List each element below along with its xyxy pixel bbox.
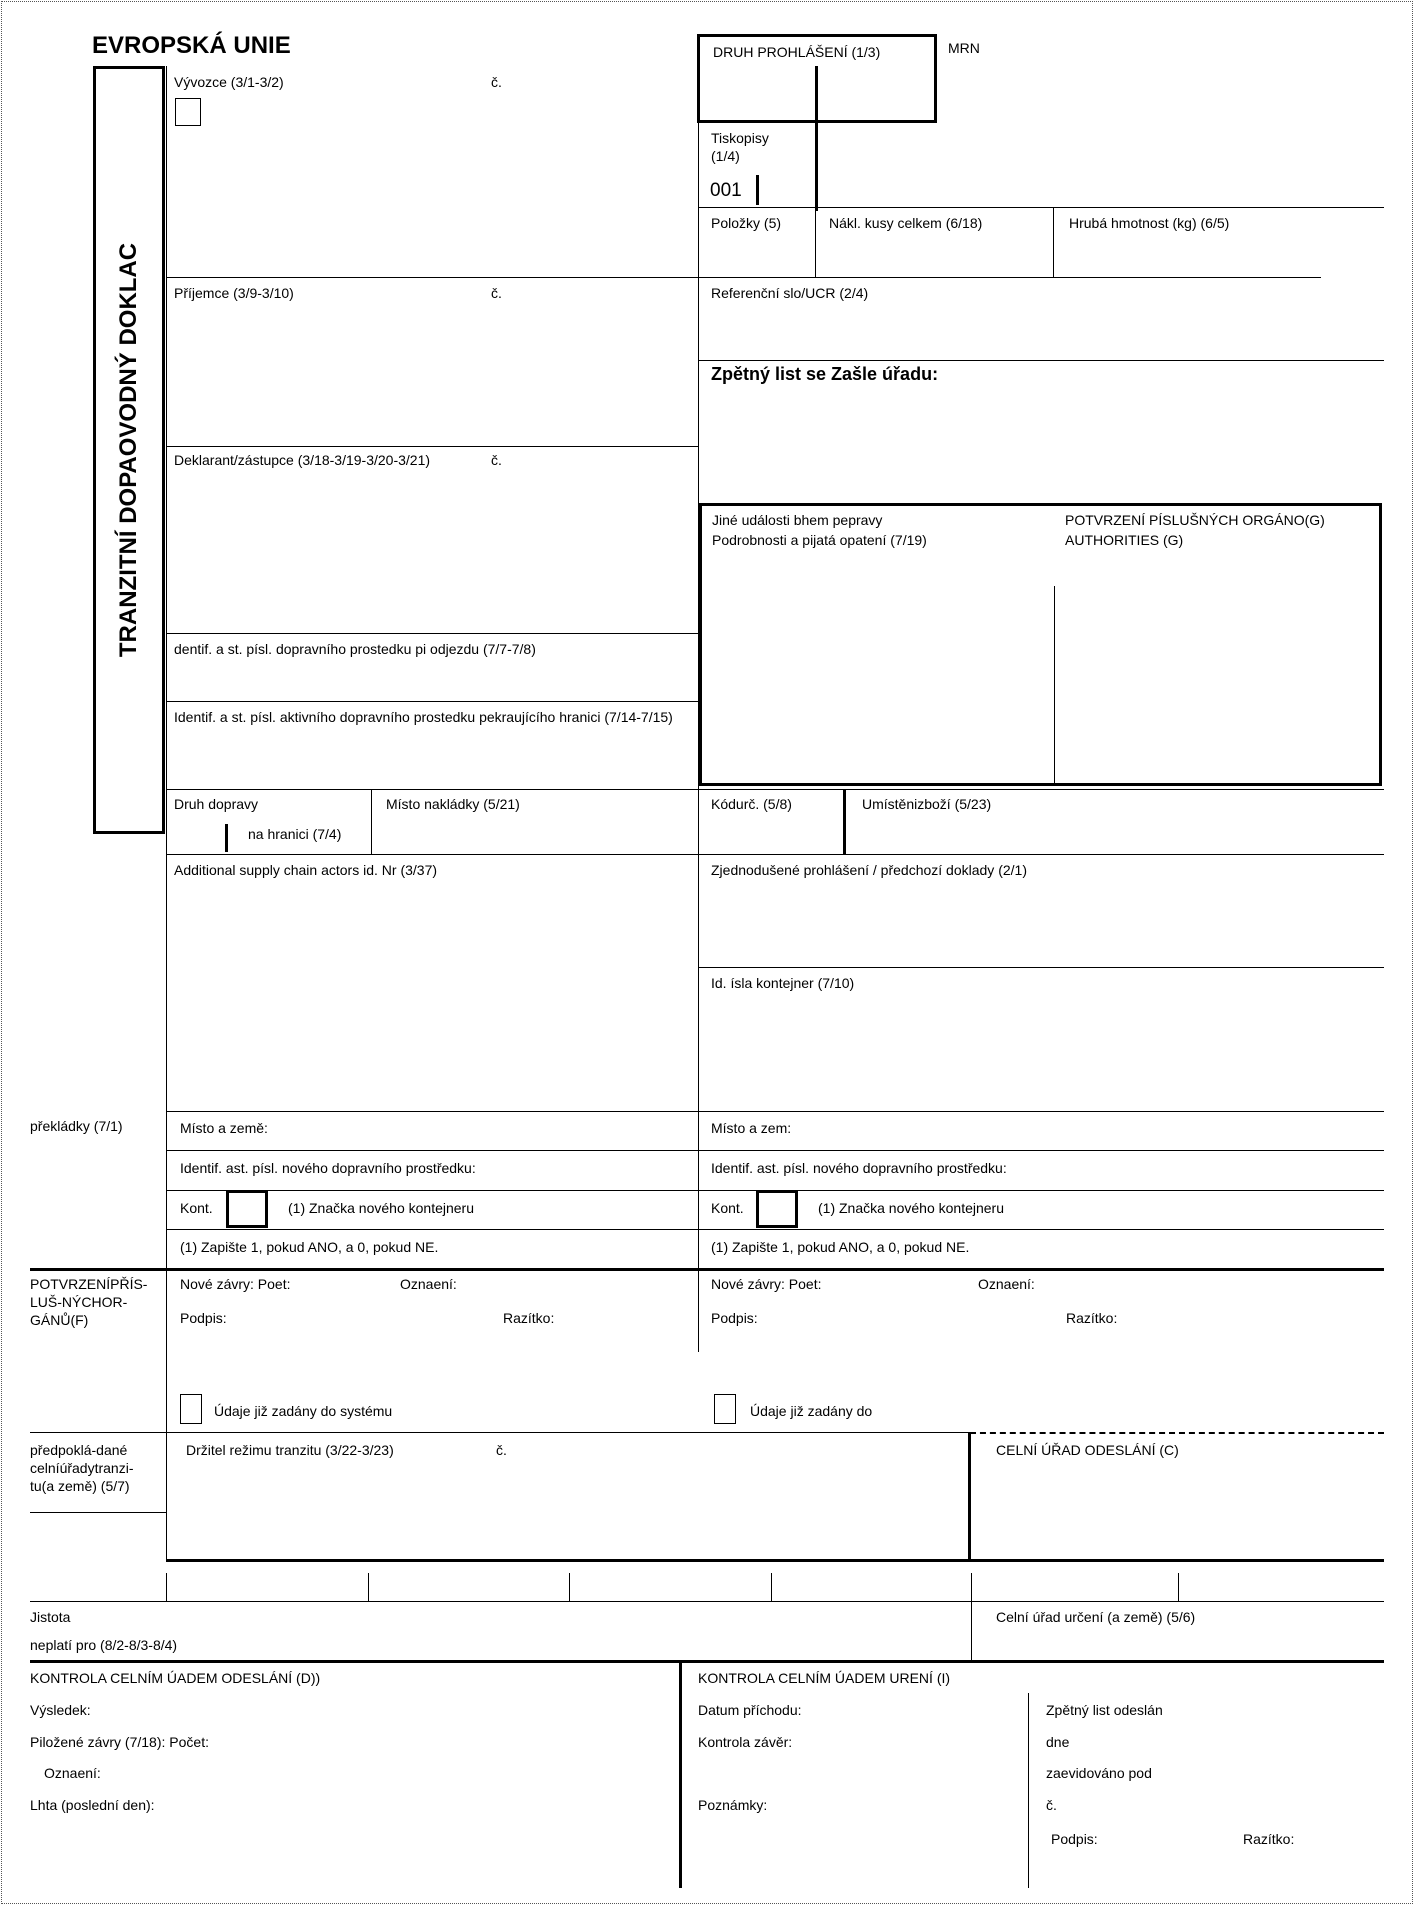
forms-label: Tiskopisy: [711, 130, 769, 146]
left-container-checkbox[interactable]: [226, 1190, 268, 1228]
left-signature-label: Podpis:: [180, 1310, 227, 1326]
number-label: č.: [1046, 1797, 1057, 1813]
supply-chain-label: Additional supply chain actors id. Nr (3/37): [174, 862, 438, 878]
reference-label: Referenční slo/UCR (2/4): [711, 285, 869, 301]
cell-tick: [166, 1573, 167, 1601]
row-line: [166, 1229, 1384, 1230]
transshipment-label: překládky (7/1): [30, 1118, 123, 1134]
control-destination-title: KONTROLA CELNÍM ÚADEM URENÍ (I): [698, 1670, 951, 1686]
row-line: [30, 1512, 166, 1513]
left-new-seals-label: Nové závry: Poet:: [180, 1276, 291, 1292]
events-label: Jiné události bhem pepravy: [712, 512, 883, 528]
departure-transport-label: dentif. a st. písl. dopravního prostedku pi odjezdu (7/7-7/8): [174, 641, 536, 657]
row-line: [30, 1432, 970, 1433]
cell-tick: [971, 1573, 972, 1601]
left-new-transport-label: Identif. ast. písl. nového dopravního prostředku:: [180, 1160, 476, 1176]
row-line: [166, 1150, 1384, 1151]
mrn-label: MRN: [948, 40, 980, 56]
authorities-label: AUTHORITIES (G): [1065, 532, 1184, 548]
gross-mass-label: Hrubá hmotnost (kg) (6/5): [1069, 215, 1230, 231]
exporter-checkbox[interactable]: [175, 98, 201, 126]
declarant-label: Deklarant/zástupce (3/18-3/19-3/20-3/21): [174, 452, 431, 468]
right-container-label: Kont.: [711, 1200, 744, 1216]
transit-offices-label-2: celníúřadytranzi-: [30, 1460, 134, 1476]
arrival-date-label: Datum příchodu:: [698, 1702, 802, 1718]
control-divider: [679, 1660, 682, 1888]
left-block-edge: [166, 66, 167, 1561]
row-line: [698, 207, 1384, 208]
right-seal-marks-label: Oznaení:: [978, 1276, 1035, 1292]
transit-offices-label-3: tu(a země) (5/7): [30, 1478, 130, 1494]
cell-divider: [1053, 207, 1054, 277]
exporter-no-label: č.: [491, 74, 502, 90]
right-container-checkbox[interactable]: [756, 1190, 798, 1228]
right-place-label: Místo a zem:: [711, 1120, 792, 1136]
confirmation-f-label-1: POTVRZENÍPŘÍS-: [30, 1276, 148, 1292]
row-line: [166, 701, 699, 702]
office-destination-label: Celní úřad určení (a země) (5/6): [996, 1609, 1196, 1625]
transport-mode-mark: [225, 824, 228, 852]
transit-offices-label-1: předpoklá-dané: [30, 1442, 128, 1458]
cell-divider: [815, 207, 816, 277]
office-divider: [968, 1432, 971, 1562]
location-code-label: Kódurč. (5/8): [711, 796, 792, 812]
holder-label: Držitel režimu tranzitu (3/22-3/23): [186, 1442, 394, 1458]
section-line: [30, 1268, 1384, 1271]
not-valid-label: neplatí pro (8/2-8/3-8/4): [30, 1637, 178, 1653]
row-line: [166, 789, 1384, 790]
right-stamp-label: Razítko:: [1066, 1310, 1118, 1326]
result-label: Výsledek:: [30, 1702, 91, 1718]
confirmation-f-label-2: LUŠ-NÝCHOR-: [30, 1294, 128, 1310]
section-line: [166, 1559, 1384, 1562]
border-transport-label: Identif. a st. písl. aktivního dopravního prostedku pekraujícího hranici (7/14-7/15): [174, 709, 673, 725]
cell-divider: [371, 789, 372, 855]
left-entered-checkbox[interactable]: [180, 1394, 202, 1424]
at-border-label: na hranici (7/4): [248, 826, 342, 842]
left-container-mark-label: (1) Značka nového kontejneru: [288, 1200, 474, 1216]
row-line: [166, 633, 699, 634]
return-copy-label: Zpětný list se Zašle úřadu:: [711, 364, 939, 384]
return-divider: [1028, 1693, 1029, 1888]
cell-divider: [843, 789, 846, 855]
signature-label: Podpis:: [1051, 1831, 1098, 1847]
row-line: [698, 967, 1384, 968]
left-entered-label: Údaje již zadány do systému: [214, 1403, 393, 1419]
row-line: [30, 1601, 1384, 1602]
stamp-label: Razítko:: [1243, 1831, 1295, 1847]
row-line: [166, 446, 698, 447]
cell-tick: [771, 1573, 772, 1601]
left-container-label: Kont.: [180, 1200, 213, 1216]
office-departure-label: CELNÍ ÚŘAD ODESLÁNÍ (C): [996, 1442, 1179, 1458]
vertical-title-box: [93, 66, 165, 834]
remarks-label: Poznámky:: [698, 1797, 768, 1813]
seal-marks-label: Oznaení:: [44, 1765, 101, 1781]
holder-no-label: č.: [496, 1442, 507, 1458]
cell-divider: [971, 1601, 972, 1661]
items-label: Položky (5): [711, 215, 782, 231]
container-id-label: Id. ísla kontejner (7/10): [711, 975, 855, 991]
forms-code: (1/4): [711, 148, 740, 164]
goods-location-label: Umístěnizboží (5/23): [862, 796, 992, 812]
return-sent-label: Zpětný list odeslán: [1046, 1702, 1163, 1718]
measures-label: Podrobnosti a pijatá opatení (7/19): [712, 532, 927, 548]
registered-label: zaevidováno pod: [1046, 1765, 1152, 1781]
row-line: [698, 360, 1384, 361]
cell-tick: [1178, 1573, 1179, 1601]
row-line: [166, 277, 1321, 278]
declaration-divider: [815, 66, 818, 211]
authorities-confirmation-label: POTVRZENÍ PÍSLUŠNÝCH ORGÁNO(G): [1065, 512, 1325, 528]
declaration-type-label: DRUH PROHLÁŠENÍ (1/3): [713, 44, 881, 60]
cell-tick: [368, 1573, 369, 1601]
right-signature-label: Podpis:: [711, 1310, 758, 1326]
row-line: [166, 1111, 1384, 1112]
transport-mode-label: Druh dopravy: [174, 796, 259, 812]
vertical-title: TRANZITNÍ DOPAOVODNÝ DOKLAC: [115, 242, 142, 658]
right-container-mark-label: (1) Značka nového kontejneru: [818, 1200, 1004, 1216]
consignee-no-label: č.: [491, 285, 502, 301]
confirmation-f-label-3: GÁNŮ(F): [30, 1312, 89, 1328]
guarantee-label: Jistota: [30, 1609, 71, 1625]
left-seal-marks-label: Oznaení:: [400, 1276, 457, 1292]
left-note-label: (1) Zapište 1, pokud ANO, a 0, pokud NE.: [180, 1239, 439, 1255]
right-new-transport-label: Identif. ast. písl. nového dopravního prostředku:: [711, 1160, 1007, 1176]
seal-check-label: Kontrola závěr:: [698, 1734, 793, 1750]
left-place-label: Místo a země:: [180, 1120, 268, 1136]
packages-label: Nákl. kusy celkem (6/18): [829, 215, 983, 231]
page-title: EVROPSKÁ UNIE: [92, 32, 291, 59]
simplified-declaration-label: Zjednodušené prohlášení / předchozí doklady (2/1): [711, 862, 1027, 878]
right-note-label: (1) Zapište 1, pokud ANO, a 0, pokud NE.: [711, 1239, 970, 1255]
dashed-line: [970, 1432, 1384, 1434]
cell-tick: [569, 1573, 570, 1601]
declarant-no-label: č.: [491, 452, 502, 468]
forms-value-mark: [756, 175, 759, 205]
date-label: dne: [1046, 1734, 1070, 1750]
forms-value[interactable]: 001: [710, 180, 742, 201]
right-entered-checkbox[interactable]: [714, 1394, 736, 1424]
time-limit-label: Lhta (poslední den):: [30, 1797, 155, 1813]
right-entered-label: Údaje již zadány do: [750, 1403, 873, 1419]
section-line: [30, 1660, 1384, 1663]
consignee-label: Příjemce (3/9-3/10): [174, 285, 294, 301]
right-new-seals-label: Nové závry: Poet:: [711, 1276, 822, 1292]
left-stamp-label: Razítko:: [503, 1310, 555, 1326]
affixed-seals-label: Piložené závry (7/18): Počet:: [30, 1734, 209, 1750]
loading-place-label: Místo nakládky (5/21): [386, 796, 520, 812]
control-departure-title: KONTROLA CELNÍM ÚADEM ODESLÁNÍ (D)): [30, 1670, 321, 1686]
exporter-label: Vývozce (3/1-3/2): [174, 74, 284, 90]
row-line: [166, 854, 1384, 855]
authorities-divider: [1054, 586, 1055, 786]
